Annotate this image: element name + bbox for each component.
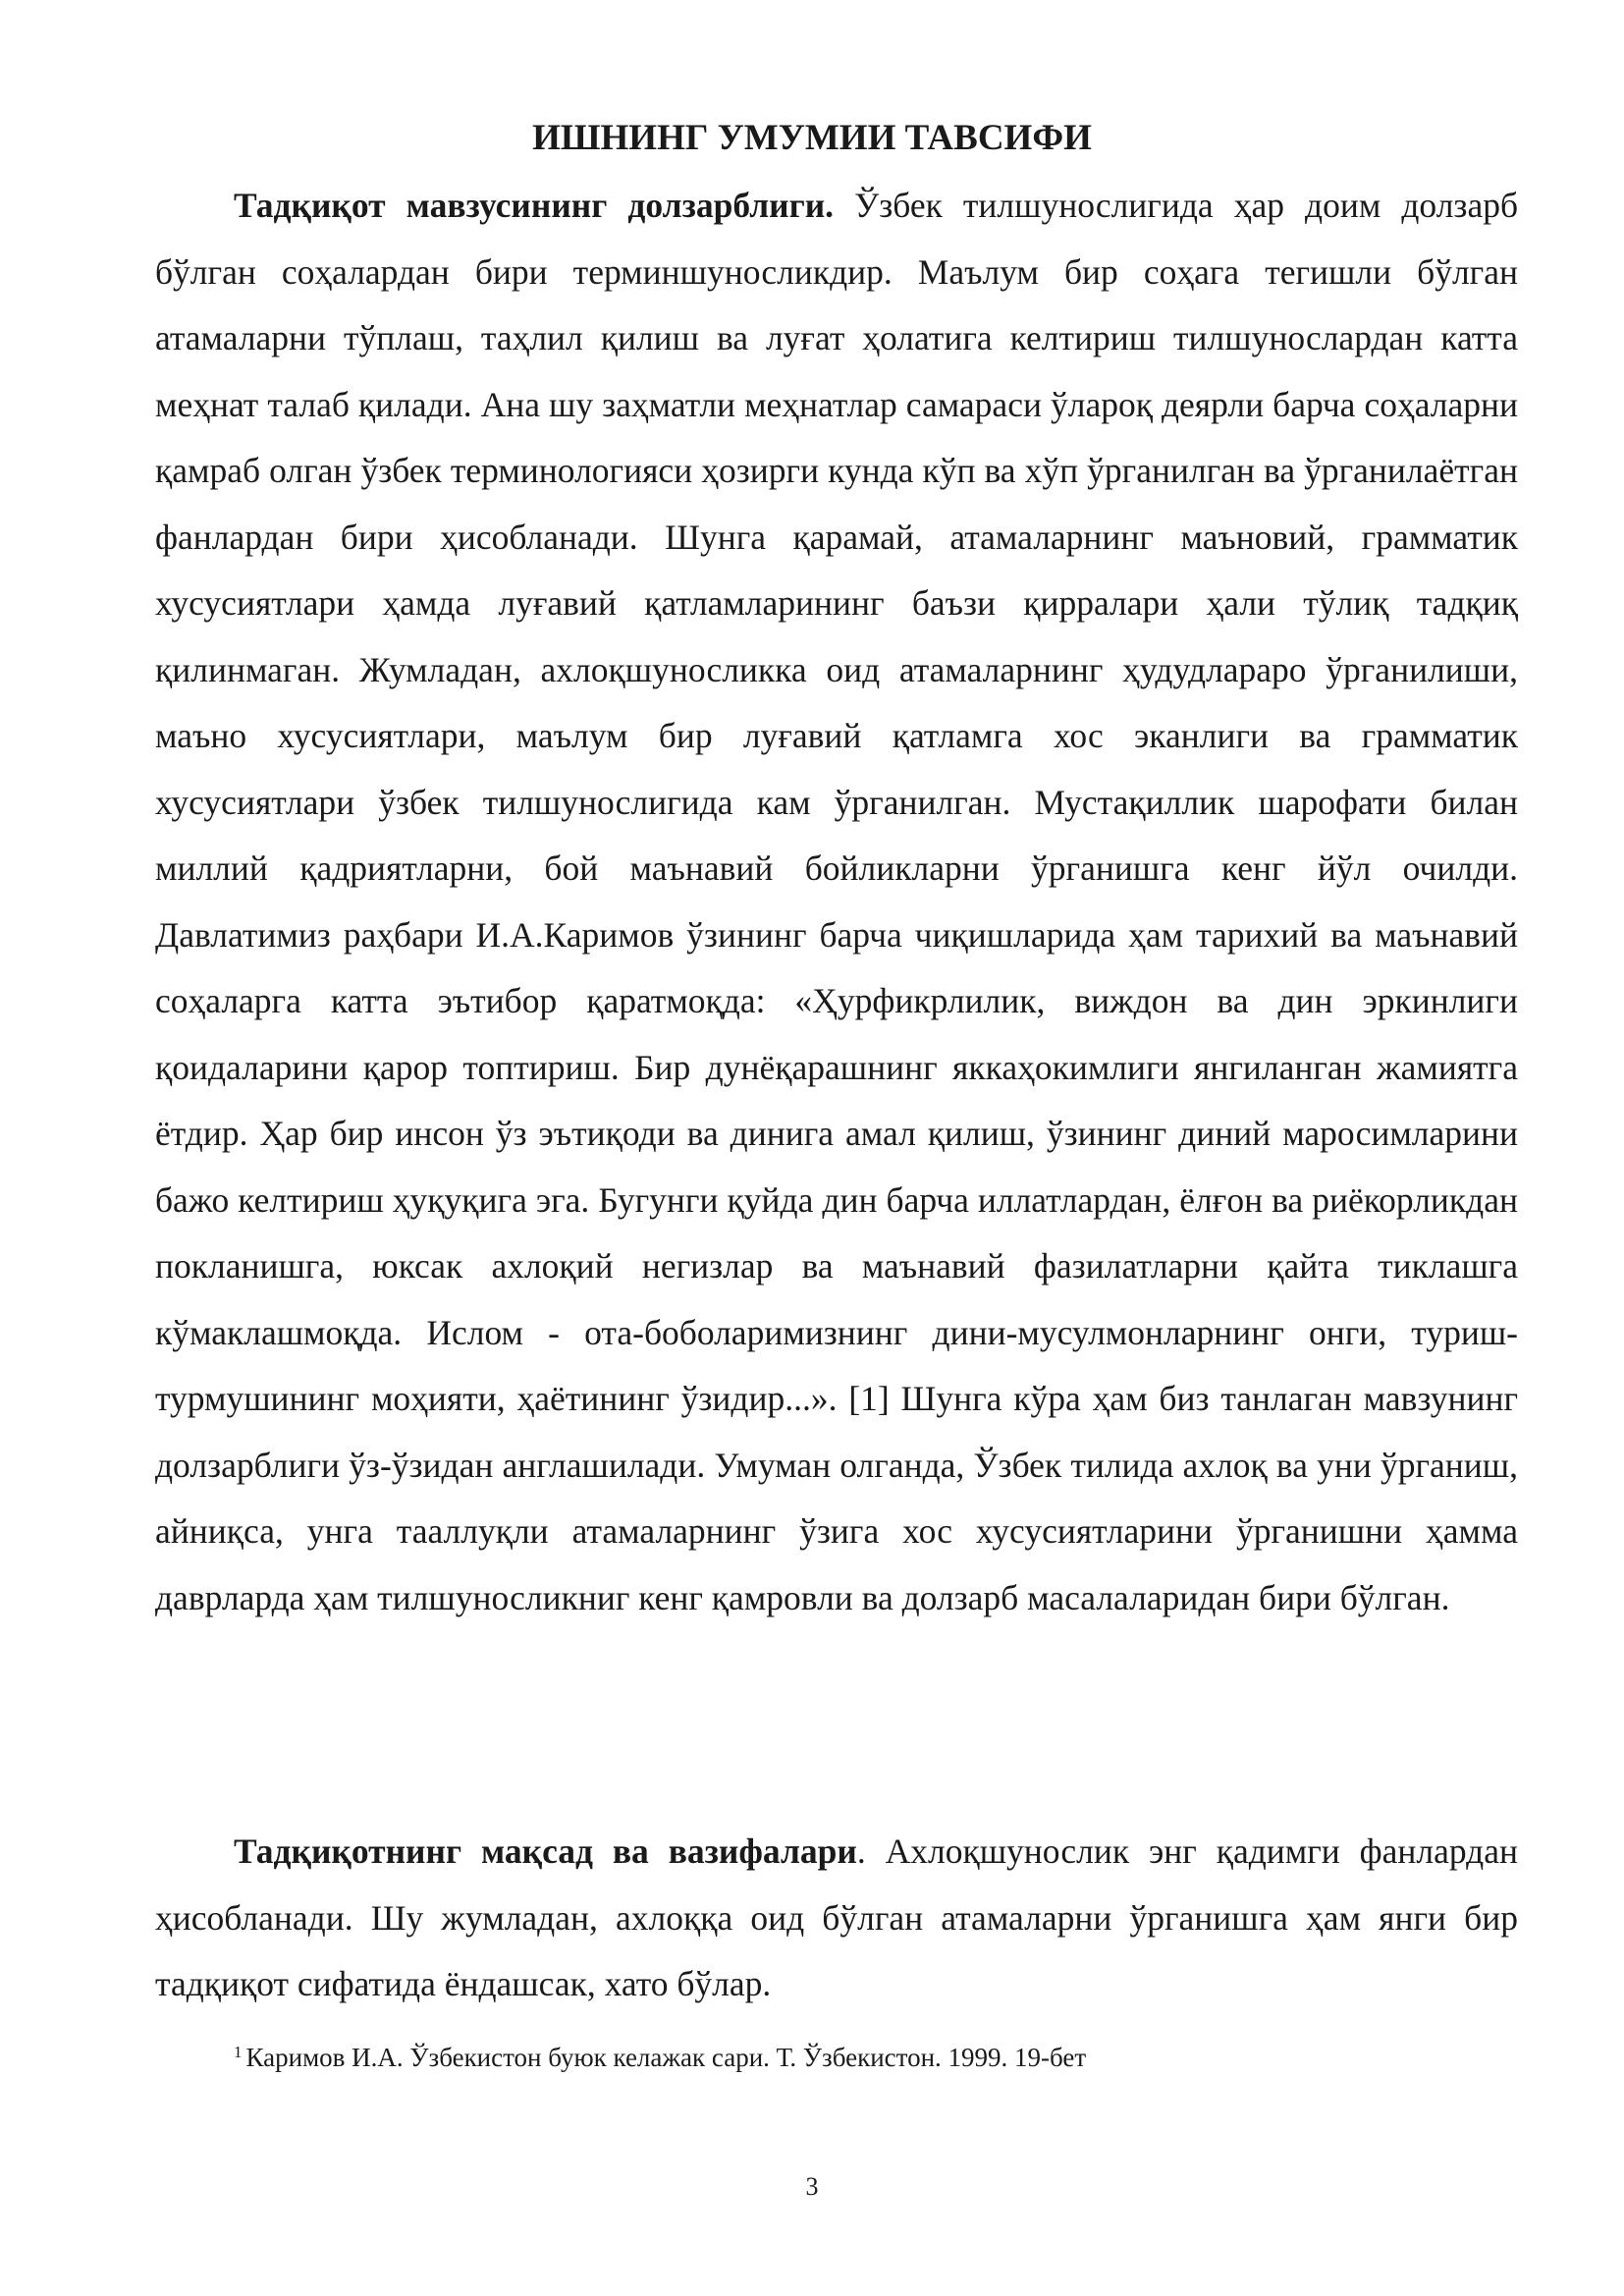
footnote — [234, 2035, 1510, 2075]
document-title: ИШНИНГ УМУМИИ ТАВСИФИ — [532, 118, 1092, 158]
section-heading-relevance: Тадқиқот мавзусининг долзарблиги. — [234, 186, 835, 225]
footnote-marker: 1 — [234, 2043, 243, 2061]
section-heading-goals: Тадқиқотнинг мақсад ва вазифалари — [234, 1831, 857, 1871]
page-number: 3 — [805, 2172, 819, 2201]
section-text-goals: . Ахлоқшунослик энг қадимги фанлардан ҳисобланади. Шу жумладан, ахлоққа оид бўлган атамаларни ўрганишга ҳам янги бир тадқиқот сифатида ёндашсак, хато бўлар. — [155, 1831, 1518, 2003]
section-text-relevance: Ўзбек тилшунослигида ҳар доим долзарб бўлган соҳалардан бири терминшуносликдир. Маълум бир соҳага тегишли бўлган атамаларни тўплаш, таҳлил қилиш ва луғат ҳолатига келтириш тилшунослардан катта меҳнат талаб қилади. Ана шу заҳматли меҳнатлар самараси ўлароқ деярли барча соҳаларни қамраб олган ўзбек терминологияси ҳозирги кунда кўп ва хўп ўрганилган ва ўрганилаётган фанлардан бири ҳисобланади. Шунга қарамай, атамаларнинг маъновий, грамматик хусусиятлари ҳамда луғавий қатламларининг баъзи қирралари ҳали тўлиқ тадқиқ қилинмаган. Жумладан, ахлоқшуносликка оид атамаларнинг ҳудудлараро ўрганилиши, маъно хусусиятлари, маълум бир луғавий қатламга хос эканлиги ва грамматик хусусиятлари ўзбек тилшунослигида кам ўрганилган. Мустақиллик шарофати билан миллий қадриятларни, бой маънавий бойликларни ўрганишга кенг йўл очилди. Давлатимиз раҳбари И.А.Каримов ўзининг барча чиқишларида ҳам тарихий ва маънавий соҳаларга катта эътибор қаратмоқда: «Ҳурфикрлилик, виждон ва дин эркинлиги қоидаларини қарор топтириш. Бир дунёқарашнинг яккаҳокимлиги янгиланган жамиятга ётдир. Ҳар бир инсон ўз эътиқоди ва динига амал қилиш, ўзининг диний маросимларини бажо келтириш ҳуқуқига эга. Бугунги қуйда дин барча иллатлардан, ёлғон ва риёкорликдан покланишга, юксак ахлоқий негизлар ва маънавий фазилатларни қайта тиклашга кўмаклашмоқда. Ислом - ота-боболаримизнинг дини-мусулмонларнинг онги, туриш-турмушининг моҳияти, ҳаётининг ўзидир...». [1] Шунга кўра ҳам биз танлаган мавзунинг долзарблиги ўз-ўзидан англашилади. Умуман олганда, Ўзбек тилида ахлоқ ва уни ўрганиш, айниқса, унга тааллуқли атамаларнинг ўзига хос хусусиятларини ўрганишни ҳамма даврларда ҳам тилшуносликниг кенг қамровли ва долзарб масалаларидан бири бўлган. — [155, 186, 1519, 1617]
paragraph-relevance — [155, 173, 1518, 1631]
footnote-text: Каримов И.А. Ўзбекистон буюк келажак сари. Т. Ўзбекистон. 1999. 19-бет — [245, 2043, 1087, 2072]
paragraph-goals — [155, 1819, 1518, 2018]
